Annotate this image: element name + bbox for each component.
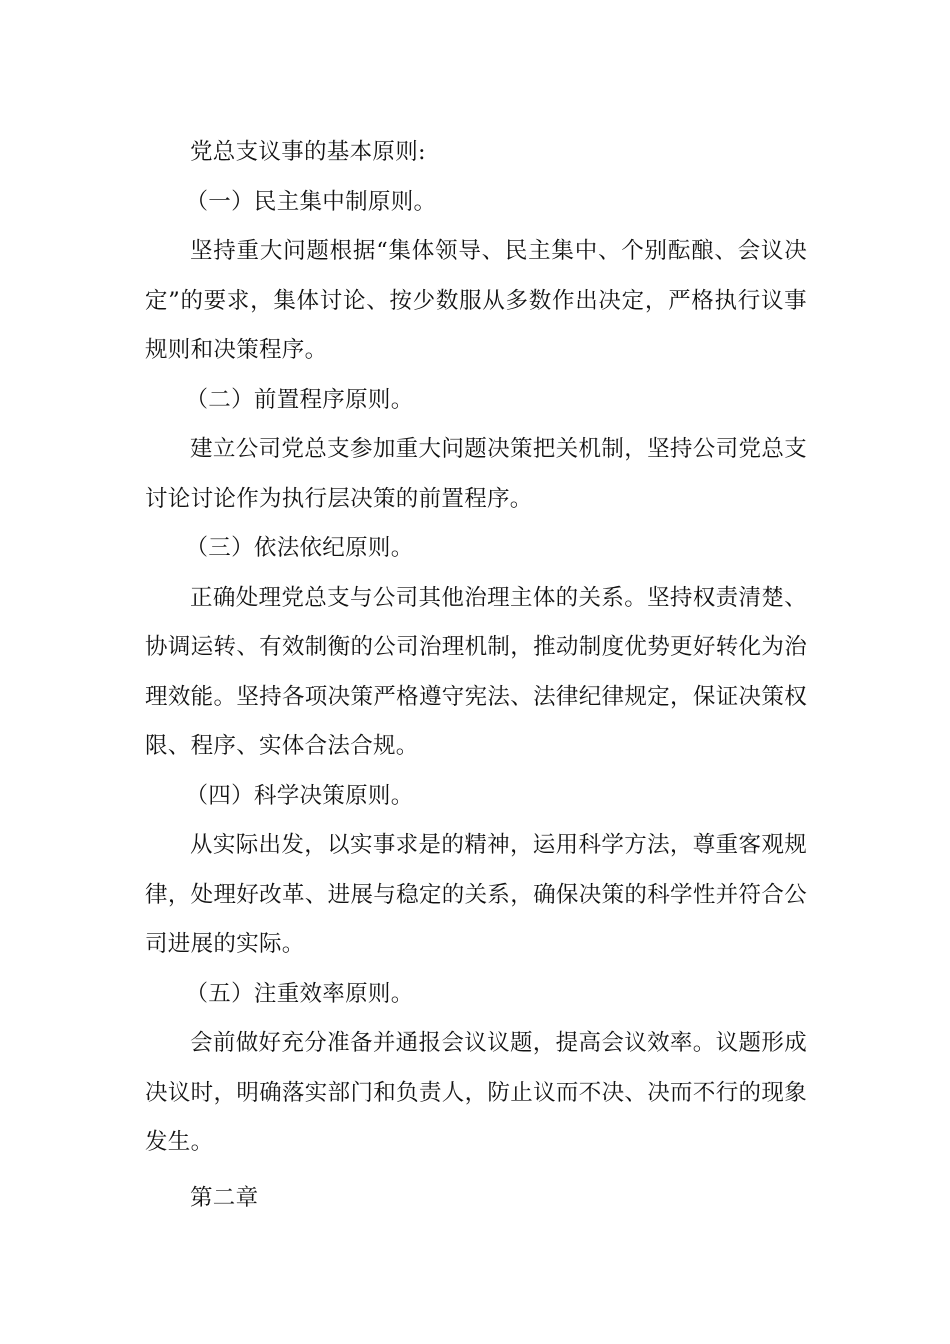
section-body-5: 会前做好充分准备并通报会议议题，提高会议效率。议题形成决议时，明确落实部门和负责人，防止议而不决、决而不行的现象发生。 (145, 1030, 807, 1155)
section-body-3: 正确处理党总支与公司其他治理主体的关系。坚持权责清楚、协调运转、有效制衡的公司治理机制，推动制度优势更好转化为治理效能。坚持各项决策严格遵守宪法、法律纪律规定，保证决策权限、程序、实体合法合规。 (145, 584, 807, 759)
section-body-2: 建立公司党总支参加重大问题决策把关机制，坚持公司党总支讨论讨论作为执行层决策的前置程序。 (145, 436, 807, 512)
document-body (145, 128, 807, 1223)
section-heading-2: （二）前置程序原则。 (185, 386, 414, 413)
section-heading-4: （四）科学决策原则。 (185, 782, 414, 809)
section-heading-1: （一）民主集中制原则。 (185, 188, 437, 215)
section-body-1: 坚持重大问题根据“集体领导、民主集中、个别酝酿、会议决定”的要求，集体讨论、按少数服从多数作出决定，严格执行议事规则和决策程序。 (145, 238, 807, 363)
chapter-heading: 第二章 (190, 1184, 259, 1211)
intro-paragraph: 党总支议事的基本原则: (190, 139, 426, 165)
section-heading-5: （五）注重效率原则。 (185, 980, 414, 1007)
section-heading-3: （三）依法依纪原则。 (185, 535, 414, 561)
section-body-4: 从实际出发，以实事求是的精神，运用科学方法，尊重客观规律，处理好改革、进展与稳定的关系，确保决策的科学性并符合公司进展的实际。 (145, 832, 807, 957)
